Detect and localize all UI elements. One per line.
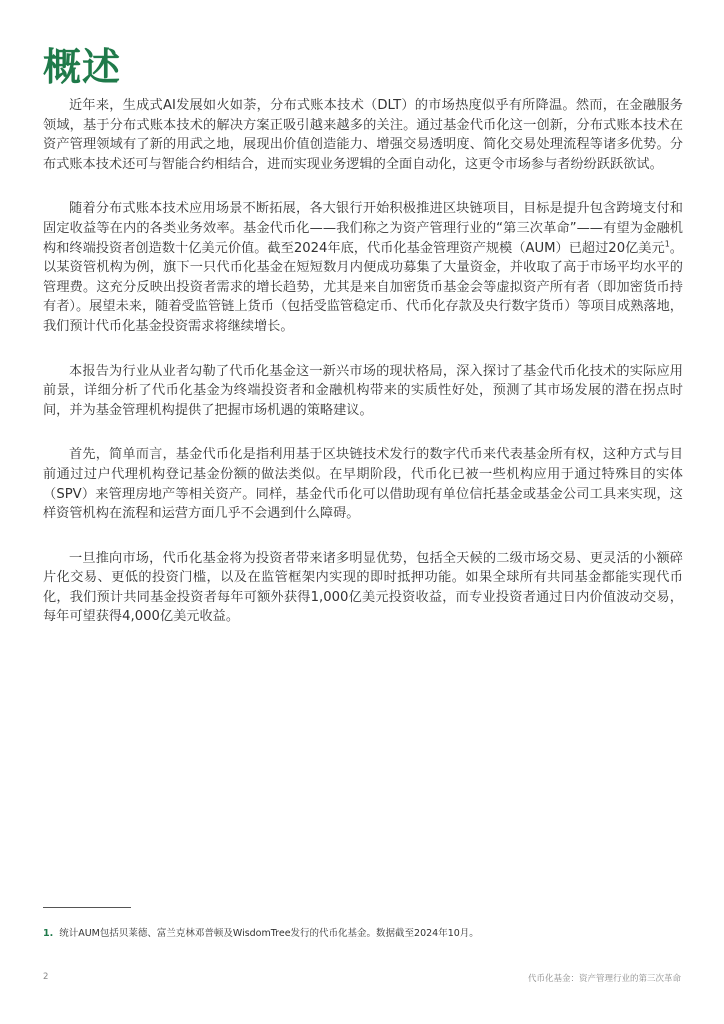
- footnote-divider: [43, 907, 131, 908]
- footnote: [43, 925, 683, 939]
- paragraph-1: 近年来，生成式AI发展如火如荼，分布式账本技术（DLT）的市场热度似乎有所降温。然而，在金融服务领域，基于分布式账本技术的解决方案正吸引越来越多的关注。通过基金代币化这一创新，分布式账本技术在资产管理领域有了新的用武之地，展现出价值创造能力、增强交易透明度、简化交易处理流程等诸多优势。分布式账本技术还可与智能合约相结合，进而实现业务逻辑的全面自动化，这更令市场参与者纷纷跃跃欲试。: [43, 98, 683, 172]
- paragraph-2: [43, 199, 683, 336]
- footnote-ref[interactable]: 1: [664, 239, 670, 249]
- paragraph-3: 本报告为行业从业者勾勒了代币化基金这一新兴市场的现状格局，深入探讨了基金代币化技术的实际应用前景，详细分析了代币化基金为终端投资者和金融机构带来的实质性好处，预测了其市场发展的潜在拐点时间，并为基金管理机构提供了把握市场机遇的策略建议。: [43, 363, 683, 418]
- paragraph-5: 一旦推向市场，代币化基金将为投资者带来诸多明显优势，包括全天候的二级市场交易、更灵活的小额碎片化交易、更低的投资门槛，以及在监管框架内实现的即时抵押功能。如果全球所有共同基金都能实现代币化，我们预计共同基金投资者每年可额外获得1,000亿美元投资收益，而专业投资者通过日内价值波动交易，每年可望获得4,000亿美元收益。: [43, 550, 683, 625]
- running-title: 代币化基金：资产管理行业的第三次革命: [527, 974, 681, 984]
- page-title: 概述: [43, 45, 122, 89]
- body-text: [43, 96, 683, 652]
- paragraph-2-part-2: 。以某资管机构为例，旗下一只代币化基金在短短数月内便成功募集了大量资金，并收取了高于市场平均水平的管理费。这充分反映出投资者需求的增长趋势，尤其是来自加密货币基金会等虚拟资产所有者（即加密货币持有者）。展望未来，随着受监管链上货币（包括受监管稳定币、代币化存款及央行数字货币）等项目成熟落地，我们预计代币化基金投资需求将继续增长。: [43, 240, 683, 334]
- footnote-number: 1.: [43, 928, 54, 939]
- paragraph-2-part-1: 随着分布式账本技术应用场景不断拓展，各大银行开始积极推进区块链项目，目标是提升包含跨境支付和固定收益等在内的各类业务效率。基金代币化——我们称之为资产管理行业的“第三次革命”——有望为金融机构和终端投资者创造数十亿美元价值。截至2024年底，代币化基金管理资产规模（AUM）已超过20亿美元: [43, 201, 683, 256]
- paragraph-4: 首先，简单而言，基金代币化是指利用基于区块链技术发行的数字代币来代表基金所有权，这种方式与目前通过过户代理机构登记基金份额的做法类似。在早期阶段，代币化已被一些机构应用于通过特殊目的实体（SPV）来管理房地产等相关资产。同样，基金代币化可以借助现有单位信托基金或基金公司工具来实现，这样资管机构在流程和运营方面几乎不会遇到什么障碍。: [43, 447, 683, 522]
- page-number: 2: [43, 972, 49, 982]
- footnote-text: 统计AUM包括贝莱德、富兰克林邓普顿及WisdomTree发行的代币化基金。数据截至2024年10月。: [59, 928, 479, 939]
